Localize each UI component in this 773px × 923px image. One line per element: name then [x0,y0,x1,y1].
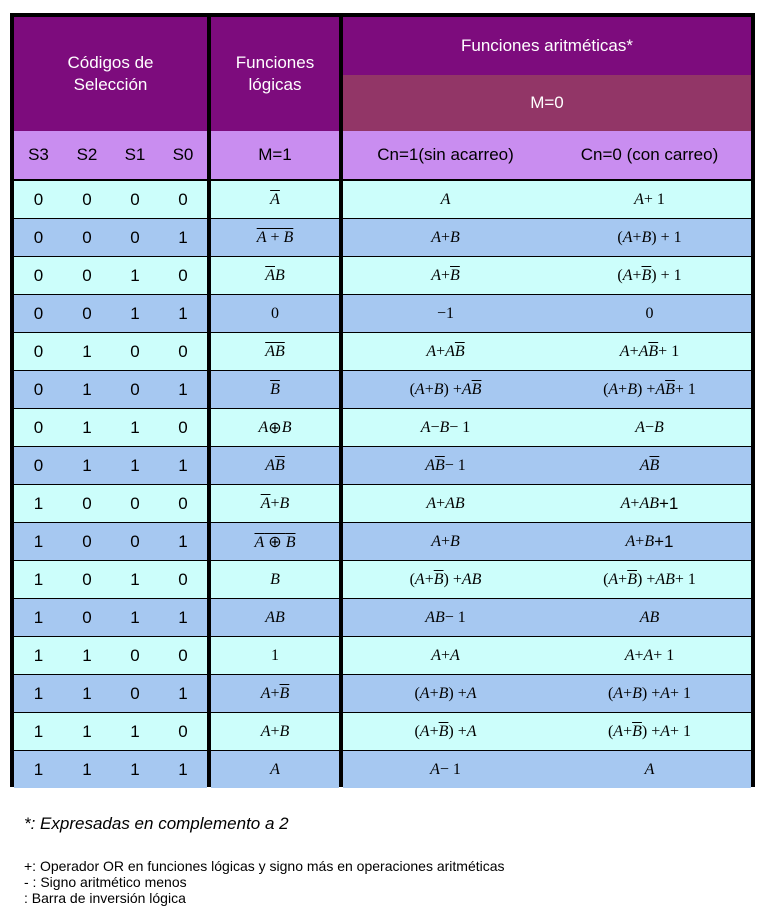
select-bit-s3: 0 [14,219,63,256]
select-bit-s0: 1 [159,447,207,484]
logic-function-cell: $\overline{A}$ + B [211,485,339,522]
select-bit-s0: 0 [159,181,207,218]
carry-none-header: Cn=1(sin acarreo) [343,131,548,179]
arith-with-carry-cell: ( A + B ) + 1 [548,219,751,256]
arith-no-carry-cell: AB − 1 [343,599,548,636]
select-bit-s2: 1 [63,675,111,712]
select-bit-s1: 0 [111,637,159,674]
arith-no-carry-cell: A + A [343,637,548,674]
select-bit-s1: 1 [111,257,159,294]
logic-function-cell: A [211,751,339,788]
select-bit-s0: 0 [159,561,207,598]
arith-with-carry-cell: ( A + $\overline{B}$ ) + A + 1 [548,713,751,750]
select-bit-s0: 1 [159,219,207,256]
logic-function-cell: A + B [211,713,339,750]
logic-function-cell: A ⊕ B [211,523,339,560]
select-bit-s3: 1 [14,599,63,636]
select-bit-s2: 0 [63,599,111,636]
arith-no-carry-cell: A + B [343,523,548,560]
arith-with-carry-cell: A + A + 1 [548,637,751,674]
select-bit-s1: 0 [111,485,159,522]
select-bit-s2: 1 [63,371,111,408]
arith-with-carry-cell: A [548,751,751,788]
arith-no-carry-cell: A [343,181,548,218]
select-bit-s3: 0 [14,371,63,408]
select-bit-s1: 1 [111,751,159,788]
select-bit-s2: 1 [63,637,111,674]
logic-function-cell: B [211,561,339,598]
arith-with-carry-cell: A + B +1 [548,523,751,560]
arith-with-carry-cell: A $\overline{B}$ [548,447,751,484]
logic-function-cell: AB [211,599,339,636]
footnotes [24,814,759,906]
select-bit-s0: 1 [159,371,207,408]
select-bit-s3: 0 [14,295,63,332]
select-bit-s2: 0 [63,485,111,522]
select-label-s2: S2 [63,131,111,179]
select-bit-s1: 0 [111,675,159,712]
arith-no-carry-cell: A − B − 1 [343,409,548,446]
select-bit-s0: 0 [159,713,207,750]
select-bit-s2: 0 [63,181,111,218]
select-bit-s0: 0 [159,333,207,370]
arith-no-carry-cell: ( A + $\overline{B}$ ) + AB [343,561,548,598]
select-bit-s0: 1 [159,295,207,332]
minus-sign-note: - : Signo aritmético menos [24,874,187,890]
mode-arithmetic-label: M=0 [343,75,751,131]
carry-with-header: Cn=0 (con carreo) [548,131,751,179]
arith-with-carry-cell: A − B [548,409,751,446]
arith-with-carry-cell: A + 1 [548,181,751,218]
arith-with-carry-cell: ( A + B ) + A $\overline{B}$ + 1 [548,371,751,408]
alu-function-table [10,13,755,787]
complement-note: *: Expresadas en complemento a 2 [24,814,289,833]
select-bit-s1: 1 [111,447,159,484]
arith-with-carry-cell: A + AB +1 [548,485,751,522]
logic-function-cell: A + B [211,219,339,256]
select-bit-s3: 1 [14,751,63,788]
select-bit-s3: 1 [14,713,63,750]
select-bit-s1: 0 [111,523,159,560]
select-bit-s0: 1 [159,599,207,636]
arith-no-carry-cell: ( A + B ) + A $\overline{B}$ [343,371,548,408]
select-bit-s0: 0 [159,637,207,674]
select-bit-s2: 0 [63,295,111,332]
select-bit-s3: 1 [14,675,63,712]
select-bit-s0: 0 [159,257,207,294]
select-bit-s3: 0 [14,257,63,294]
arith-no-carry-cell: A $\overline{B}$ − 1 [343,447,548,484]
mode-logic-label: M=1 [211,131,339,179]
select-bit-s1: 0 [111,371,159,408]
arith-with-carry-cell: 0 [548,295,751,332]
arithmetic-functions-header: Funciones aritméticas* [343,17,751,75]
arith-no-carry-cell: A + $\overline{B}$ [343,257,548,294]
select-bit-s2: 0 [63,257,111,294]
logic-function-cell: A ⊕ B [211,409,339,446]
logic-function-cell: $\overline{A}$ B [211,257,339,294]
select-bit-s2: 1 [63,333,111,370]
arith-no-carry-cell: −1 [343,295,548,332]
select-bit-s0: 1 [159,675,207,712]
select-bit-s1: 1 [111,409,159,446]
select-bit-s3: 1 [14,637,63,674]
select-bit-s0: 1 [159,751,207,788]
logic-function-cell: 0 [211,295,339,332]
select-bit-s2: 0 [63,523,111,560]
logic-function-cell: A + $\overline{B}$ [211,675,339,712]
logic-function-cell: $\overline{A}$ [211,181,339,218]
select-bit-s1: 1 [111,599,159,636]
select-bit-s2: 0 [63,561,111,598]
select-bit-s1: 0 [111,219,159,256]
or-operator-note: +: Operador OR en funciones lógicas y signo más en operaciones aritméticas [24,858,505,874]
select-bit-s0: 1 [159,523,207,560]
select-bit-s1: 0 [111,333,159,370]
select-bit-s2: 0 [63,219,111,256]
selection-codes-header: Códigos de Selección [14,17,207,131]
arith-with-carry-cell: A + A $\overline{B}$ + 1 [548,333,751,370]
arith-with-carry-cell: ( A + $\overline{B}$ ) + AB + 1 [548,561,751,598]
select-bit-s0: 0 [159,485,207,522]
logic-function-cell: $\overline{B}$ [211,371,339,408]
logic-function-cell: A $\overline{B}$ [211,447,339,484]
select-bit-s1: 0 [111,181,159,218]
select-bit-s2: 1 [63,409,111,446]
select-bit-s3: 0 [14,181,63,218]
arith-no-carry-cell: A + A $\overline{B}$ [343,333,548,370]
logic-functions-header: Funciones lógicas [211,17,339,131]
inversion-bar-note: : Barra de inversión lógica [24,890,186,906]
select-bit-s3: 0 [14,333,63,370]
select-bit-s3: 0 [14,447,63,484]
logic-function-cell: $\overline{AB}$ [211,333,339,370]
arith-with-carry-cell: ( A + B ) + A + 1 [548,675,751,712]
arith-no-carry-cell: ( A + $\overline{B}$ ) + A [343,713,548,750]
arith-no-carry-cell: ( A + B ) + A [343,675,548,712]
select-label-s3: S3 [14,131,63,179]
select-bit-s2: 1 [63,751,111,788]
arith-with-carry-cell: AB [548,599,751,636]
select-bit-s3: 1 [14,561,63,598]
select-bit-s3: 1 [14,523,63,560]
logic-function-cell: 1 [211,637,339,674]
arith-no-carry-cell: A + B [343,219,548,256]
arith-no-carry-cell: A − 1 [343,751,548,788]
select-bit-s2: 1 [63,713,111,750]
select-bit-s1: 1 [111,713,159,750]
select-bit-s2: 1 [63,447,111,484]
select-label-s0: S0 [159,131,207,179]
arith-no-carry-cell: A + AB [343,485,548,522]
select-label-s1: S1 [111,131,159,179]
select-bit-s1: 1 [111,561,159,598]
select-bit-s3: 1 [14,485,63,522]
select-bit-s0: 0 [159,409,207,446]
arith-with-carry-cell: ( A + $\overline{B}$ ) + 1 [548,257,751,294]
select-bit-s1: 1 [111,295,159,332]
select-bit-s3: 0 [14,409,63,446]
